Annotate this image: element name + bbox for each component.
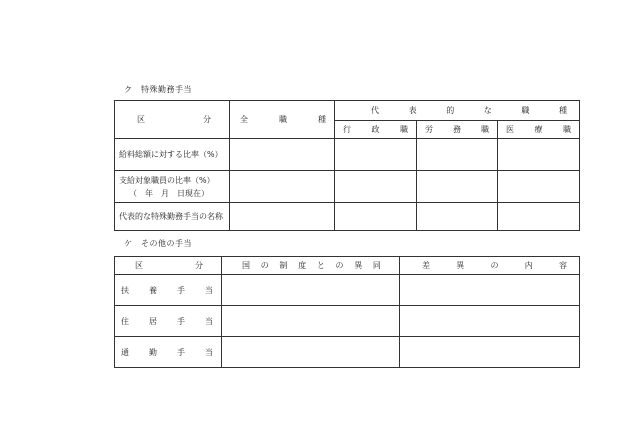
cell-difference (400, 275, 580, 306)
cell-gyosei (335, 139, 417, 171)
header-all-staff: 全 職 種 (230, 101, 335, 139)
table-row (115, 337, 580, 368)
cell-all-staff (230, 203, 335, 231)
other-allowance-table (114, 256, 580, 368)
header-kubun: 区 分 (115, 257, 222, 275)
cell-all-staff (230, 171, 335, 203)
cell-romu (417, 171, 498, 203)
cell-same-as-national (222, 306, 400, 337)
header-kubun: 区 分 (115, 101, 230, 139)
table-row (115, 306, 580, 337)
row-label-ratio-recipients: 支給対象職員の比率（%） （ 年 月 日現在） (115, 171, 230, 203)
cell-iryo (498, 139, 580, 171)
section-title-tokushu: ク 特殊勤務手当 (124, 85, 192, 94)
row-label-jukyo: 住 居 手 当 (115, 306, 222, 337)
header-representative: 代 表 的 な 職 種 (335, 101, 580, 121)
cell-romu (417, 203, 498, 231)
cell-romu (417, 139, 498, 171)
cell-difference (400, 306, 580, 337)
table-row (115, 275, 580, 306)
table-row (115, 203, 580, 231)
cell-same-as-national (222, 275, 400, 306)
special-allowance-table (114, 100, 580, 231)
header-same-as-national: 国 の 制 度 と の 異 同 (222, 257, 400, 275)
row-label-ratio-total: 給料総額に対する比率（%） (115, 139, 230, 171)
row-label-allowance-name: 代表的な特殊勤務手当の名称 (115, 203, 230, 231)
cell-gyosei (335, 203, 417, 231)
cell-difference (400, 337, 580, 368)
header-romu: 労 務 職 (417, 121, 498, 139)
table-row (115, 171, 580, 203)
table-row (115, 139, 580, 171)
row-label-tsukin: 通 勤 手 当 (115, 337, 222, 368)
header-gyosei: 行 政 職 (335, 121, 417, 139)
header-difference: 差 異 の 内 容 (400, 257, 580, 275)
cell-all-staff (230, 139, 335, 171)
cell-iryo (498, 171, 580, 203)
header-iryo: 医 療 職 (498, 121, 580, 139)
cell-iryo (498, 203, 580, 231)
section-title-other: ケ その他の手当 (124, 239, 192, 248)
row-label-fuyo: 扶 養 手 当 (115, 275, 222, 306)
cell-gyosei (335, 171, 417, 203)
cell-same-as-national (222, 337, 400, 368)
